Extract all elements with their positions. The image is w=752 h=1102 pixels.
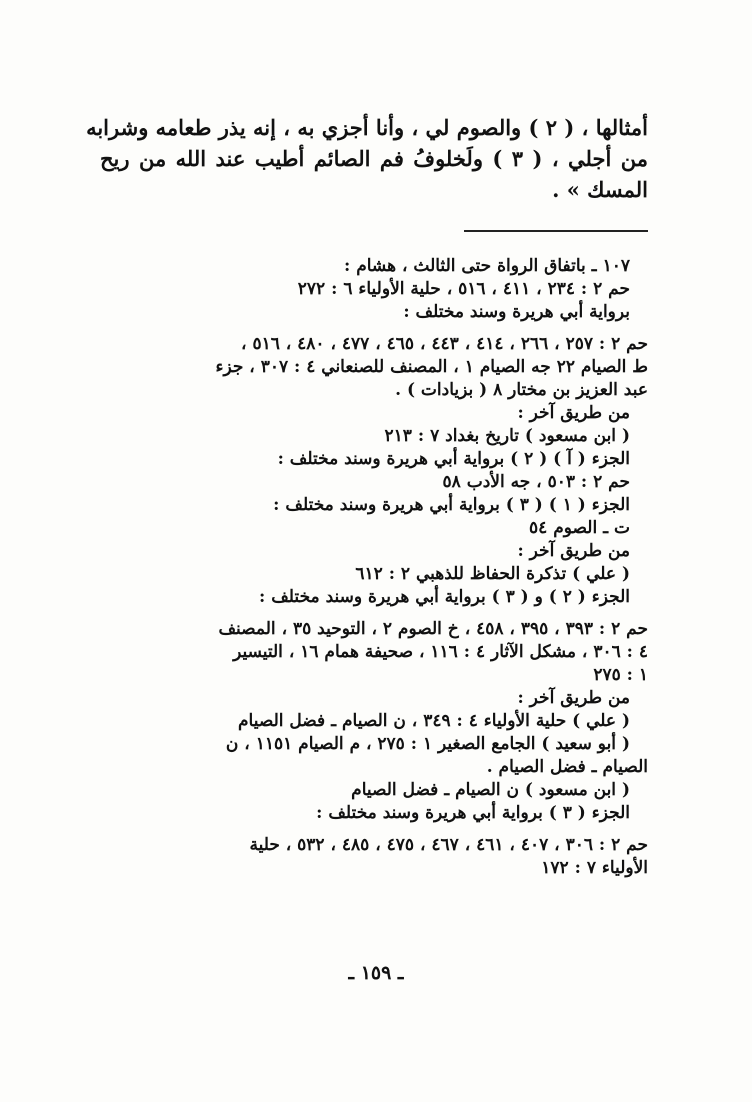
reference-line: ( أبو سعيد ) الجامع الصغير ١ : ٢٧٥ ، م الصيام ١١٥١ ، ن: [225, 734, 630, 754]
reference-line: ت ـ الصوم ٥٤: [529, 518, 630, 538]
reference-line: الجزء ( آ ) ( ٢ ) برواية أبي هريرة وسند مختلف :: [277, 449, 630, 469]
hadith-line: المسك » .: [552, 177, 648, 202]
reference-line: الصيام ـ فضل الصيام .: [486, 757, 648, 777]
reference-line: عبد العزيز بن مختار ٨ ( بزيادات ) .: [395, 380, 648, 400]
reference-line: ( ابن مسعود ) ن الصيام ـ فضل الصيام: [351, 780, 630, 800]
reference-line: حم ٢ : ٣٩٣ ، ٣٩٥ ، ٤٥٨ ، خ الصوم ٢ ، التوحيد ٣٥ ، المصنف: [218, 619, 648, 639]
reference-line: ط الصيام ٢٢ جه الصيام ١ ، المصنف للصنعاني ٤ : ٣٠٧ ، جزء: [215, 357, 648, 377]
reference-line: ١ : ٢٧٥: [593, 665, 648, 685]
reference-line: الجزء ( ٣ ) برواية أبي هريرة وسند مختلف :: [316, 803, 630, 823]
reference-line: من طريق آخر :: [517, 403, 630, 423]
reference-line: ( علي ) حلية الأولياء ٤ : ٣٤٩ ، ن الصيام ـ فضل الصيام: [238, 711, 630, 731]
reference-line: الجزء ( ١ ) ( ٣ ) برواية أبي هريرة وسند مختلف :: [273, 495, 630, 515]
reference-line: حم ٢ : ٢٣٤ ، ٤١١ ، ٥١٦ ، حلية الأولياء ٦ : ٢٧٢: [297, 279, 630, 299]
reference-line: الأولياء ٧ : ١٧٢: [541, 858, 648, 878]
reference-line: حم ٢ : ٣٠٦ ، ٤٠٧ ، ٤٦١ ، ٤٦٧ ، ٤٧٥ ، ٤٨٥ ، ٥٣٢ ، حلية: [249, 835, 648, 855]
reference-line: من طريق آخر :: [517, 688, 630, 708]
reference-line: الجزء ( ٢ ) و ( ٣ ) برواية أبي هريرة وسند مختلف :: [259, 587, 630, 607]
reference-line: حم ٢ : ٢٥٧ ، ٢٦٦ ، ٤١٤ ، ٤٤٣ ، ٤٦٥ ، ٤٧٧ ، ٤٨٠ ، ٥١٦ ،: [241, 334, 648, 354]
spacer: [100, 825, 648, 834]
spacer: [100, 324, 648, 333]
footnote-divider: [464, 230, 648, 232]
reference-line: ( علي ) تذكرة الحفاظ للذهبي ٢ : ٦١٢: [355, 564, 630, 584]
hadith-line: أمثالها ، ( ٢ ) والصوم لي ، وأنا أجزي به ، إنه يذر طعامه وشرابه: [86, 115, 648, 140]
reference-line: ١٠٧ ـ باتفاق الرواة حتى الثالث ، هشام :: [344, 256, 630, 276]
hadith-text: [86, 112, 648, 205]
reference-line: حم ٢ : ٥٠٣ ، جه الأدب ٥٨: [442, 472, 630, 492]
reference-line: ٤ : ٣٠٦ ، مشكل الآثار ٤ : ١١٦ ، صحيفة همام ١٦ ، التيسير: [233, 642, 648, 662]
spacer: [100, 609, 648, 618]
references-block: [100, 255, 648, 880]
reference-line: برواية أبي هريرة وسند مختلف :: [403, 302, 630, 322]
reference-line: ( ابن مسعود ) تاريخ بغداد ٧ : ٢١٣: [384, 426, 630, 446]
hadith-line: من أجلي ، ( ٣ ) ولَخلوفُ فم الصائم أطيب عند الله من ريح: [100, 146, 648, 171]
page-number: ـ ١٥٩ ـ: [348, 962, 404, 984]
reference-line: من طريق آخر :: [517, 541, 630, 561]
